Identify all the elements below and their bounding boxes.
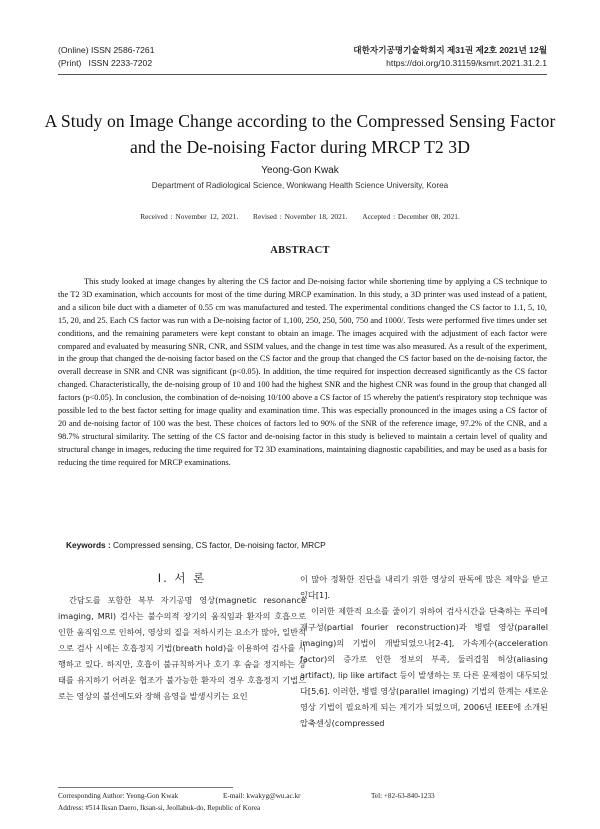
submission-dates bbox=[0, 212, 600, 221]
author-email[interactable]: E-mail: kwakyg@wu.ac.kr bbox=[223, 792, 301, 800]
keywords-line bbox=[66, 540, 547, 550]
accepted-date: Accepted : December 08, 2021. bbox=[362, 212, 460, 221]
keywords-list: Compressed sensing, CS factor, De-noising factor, MRCP bbox=[113, 540, 326, 550]
author-tel: Tel: +82-63-840-1233 bbox=[371, 792, 435, 800]
abstract-body: This study looked at image changes by altering the CS factor and De-noising factor while shortening time by applying a CS technique to the T2 3D examination, which accounts for most of the time during MRCP examination. In this study, a 3D printer was used instead of a patient, and a silicon bile duct with a diameter of 0.55 cm was manufactured and tested. The experimental conditions changed the CS factor to 1.1, 5, 10, 15, 20, and 25. Each CS factor was run with a De-noising factor of 1,100, 250, 250, 500, 750 and 1000/. Tests were performed five times under set conditions, and the remaining parameters were kept constant to obtain an image. The images acquired with the adjustment of each factor were compared and evaluated by measuring SNR, CNR, and SSIM values, and the change in test time was also measured. As a result of the experiment, in the group that changed the de-noising factor based on the CS factor and the group that changed the CS factor based on the de-noising factor, the overall decrease in SNR and CNR was significant (p<0.05). In addition, the time required for inspection decreased significantly as the CS factor changed. Characteristically, the de-noising group of 10 and 100 had the highest SNR and the highest CNR was found in the group that changed all factors (p<0.05). In conclusion, the combination of de-noising 10/100 above a CS factor of 15 whereby the patient's respiratory stop technique was possible led to the best factor setting for image quality and examination time. This was especially pronounced in the images using a CS factor of 20 and de-noising factor of 100 was the best. These choices of factors led to 90% of the SNR of the reference image, 97.2% of the CNR, and a 98.7% structural similarity. The setting of the CS factor and de-noising factor in this study is believed to maintain a certain level of quality and structural change in images, reducing the time required for T2 3D examinations, maintaining diagnostic capabilities, and may be used as a basis for reducing the time required for MRCP examinations. bbox=[58, 277, 547, 467]
corresponding-author: Corresponding Author: Yeong-Gon Kwak bbox=[58, 792, 179, 800]
issn-print: (Print) ISSN 2233-7202 bbox=[58, 58, 153, 68]
revised-date: Revised : November 18, 2021. bbox=[253, 212, 348, 221]
footnote bbox=[58, 791, 547, 814]
doi-link[interactable]: https://doi.org/10.31159/ksmrt.2021.31.2.1 bbox=[386, 58, 547, 68]
abstract-heading: ABSTRACT bbox=[270, 245, 330, 256]
author-affiliation: Department of Radiological Science, Wonkwang Health Science University, Korea bbox=[151, 181, 449, 190]
left-column bbox=[58, 570, 306, 704]
author-address: Address: #514 Iksan Daero, Iksan-si, Jeollabuk-do, Republic of Korea bbox=[58, 803, 261, 812]
journal-name: 대한자기공명기술학회지 제31권 제2호 2021년 12월 bbox=[353, 45, 547, 55]
paper-title: A Study on Image Change according to the Compressed Sensing Factor and the De-noising Factor during MRCP T2 3D bbox=[44, 111, 556, 157]
received-date: Received : November 12, 2021. bbox=[140, 212, 239, 221]
issn-online: (Online) ISSN 2586-7261 bbox=[58, 45, 155, 55]
intro-paragraph-1-cont: 이 많아 정확한 진단을 내리기 위한 영상의 판독에 많은 제약을 받고 있다[1]. bbox=[300, 574, 548, 600]
journal-block bbox=[353, 44, 547, 70]
section-heading: Ⅰ. 서 론 bbox=[157, 571, 207, 585]
intro-paragraph-2: 이러한 제한적 요소를 줄이기 위하여 검사시간을 단축하는 푸리에 재구성(partial fourier reconstruction)과 병렬 영상(parallel imaging)의 기법이 개발되었으나[2-4], 가속계수(acceleration factor)의 증가로 인한 정보의 부족, 둘러겹침 허상(aliasing artifact), lip like artifact 등이 발생하는 또 다른 문제점이 대두되었다[5,6]. 이러한, 병렬 영상(parallel imaging) 기법의 한계는 새로운 영상 기법이 필요하게 되는 계기가 되었으며, 2006년 IEEE에 소개된 압축센싱(compressed bbox=[300, 606, 548, 728]
issn-block bbox=[58, 44, 155, 70]
intro-paragraph-1: 간담도를 포함한 복부 자기공명 영상(magnetic resonance imaging, MRI) 검사는 불수의적 장기의 움직임과 환자의 호흡으로 인한 움직임으로 인하여, 영상의 질을 저하시키는 요소가 많아, 일반적으로 검사 시에는 호흡정지 기법(breath hold)을 이용하여 검사를 시행하고 있다. 하지만, 호흡이 불규칙하거나 호기 후 숨을 정지하는 상태를 유지하기 어려운 협조가 불가능한 환자의 경우 호흡정지 기법으로는 영상의 불선예도와 장해 음영을 발생시키는 요인 bbox=[58, 595, 306, 701]
right-column bbox=[300, 571, 548, 731]
header-divider bbox=[58, 74, 547, 75]
keywords-label: Keywords : bbox=[66, 540, 111, 550]
author-name: Yeong-Gon Kwak bbox=[261, 165, 339, 176]
footnote-divider bbox=[58, 787, 233, 788]
